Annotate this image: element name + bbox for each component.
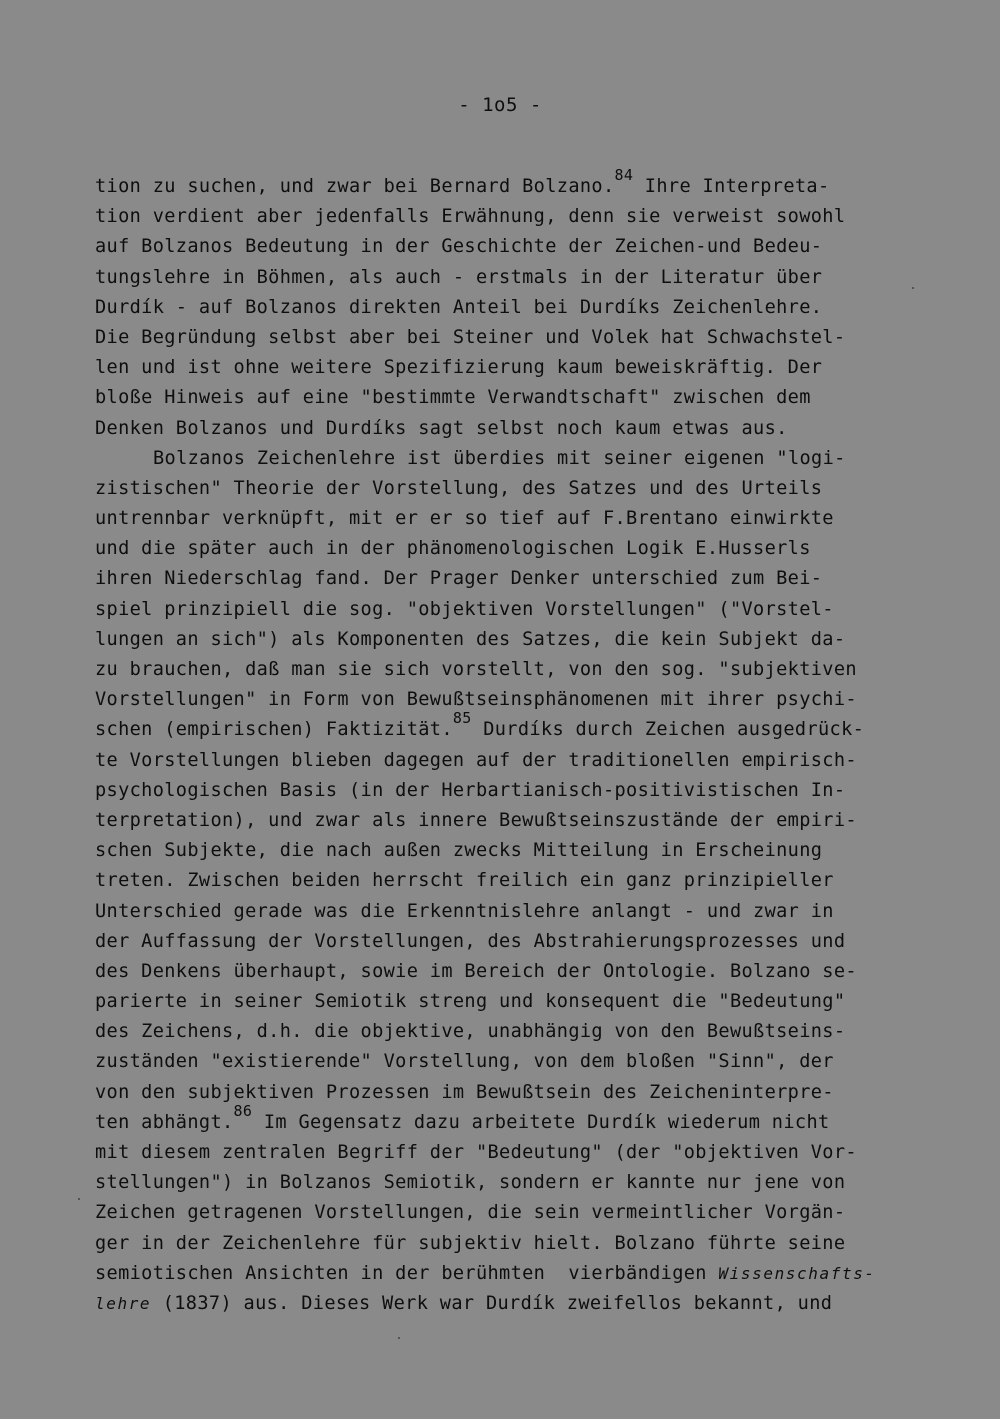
text-line: untrennbar verknüpft, mit er er so tief auf F.Brentano einwirkte [95,508,834,530]
text-line: Vorstellungen" in Form von Bewußtseinsphänomenen mit ihrer psychi- [95,689,857,711]
text-line: von den subjektiven Prozessen im Bewußtsein des Zeicheninterpre- [95,1081,834,1103]
text-line: des Denkens überhaupt, sowie im Bereich der Ontologie. Bolzano se- [95,960,857,982]
text-line: zu brauchen, daß man sie sich vorstellt, von den sog. "subjektiven [95,659,857,680]
text-line: zistischen" Theorie der Vorstellung, des Satzes und des Urteils [95,477,823,499]
text-line: psychologischen Basis (in der Herbartianisch-positivistischen In- [95,779,846,801]
text-line: te Vorstellungen blieben dagegen auf der traditionellen empirisch- [95,749,857,771]
text-line: bloße Hinweis auf eine "bestimmte Verwandtschaft" zwischen dem [95,387,811,409]
text-line: ger in der Zeichenlehre für subjektiv hielt. Bolzano führte seine [95,1232,846,1254]
text-line: treten. Zwischen beiden herrscht freilich ein ganz prinzipieller [95,870,834,892]
text-line: auf Bolzanos Bedeutung in der Geschichte der Zeichen-und Bedeu- [95,236,823,258]
scan-speck [78,1198,80,1200]
book-title-italic: lehre [95,1293,152,1313]
book-title-italic: Wissenschafts- [718,1263,876,1283]
text-line: des Zeichens, d.h. die objektive, unabhängig von den Bewußtseins- [95,1021,846,1043]
text-line: schen Subjekte, die nach außen zwecks Mitteilung in Erscheinung [95,840,823,862]
footnote-ref-84: 84 [614,166,634,184]
text-line: tion zu suchen, und zwar bei Bernard Bolzano.$^{84}$ Ihre Interpreta- [95,166,830,197]
text-line: schen (empirischen) Faktizität.$^{85}$ Durdíks durch Zeichen ausgedrück- [95,709,865,741]
text-line: Unterschied gerade was die Erkenntnislehre anlangt - und zwar in [95,900,834,922]
text-line: Die Begründung selbst aber bei Steiner und Volek hat Schwachstel- [95,326,846,348]
body-text [95,166,925,1319]
page-number: - 1o5 - [458,94,542,116]
text-line: lehre (1837) aus. Dieses Werk war Durdík zweifellos bekannt, und [95,1292,833,1314]
text-line: mit diesem zentralen Begriff der "Bedeutung" (der "objektiven Vor- [95,1142,857,1163]
text-line: lungen an sich") als Komponenten des Satzes, die kein Subjekt da- [95,628,846,650]
text-line: Denken Bolzanos und Durdíks sagt selbst noch kaum etwas aus. [95,417,788,439]
text-line: spiel prinzipiell die sog. "objektiven Vorstellungen" ("Vorstel- [95,598,834,620]
scan-speck [398,1337,400,1339]
footnote-ref-85: 85 [452,709,472,728]
paragraph-start-line: Bolzanos Zeichenlehre ist überdies mit seiner eigenen "logi- [153,447,846,469]
text-line: len und ist ohne weitere Spezifizierung kaum beweiskräftig. Der [95,357,823,379]
text-line: tion verdient aber jedenfalls Erwähnung, denn sie verweist sowohl [95,206,846,228]
footnote-ref-86: 86 [233,1101,253,1120]
text-line: Zeichen getragenen Vorstellungen, die sein vermeintlicher Vorgän- [95,1202,846,1224]
text-line: der Auffassung der Vorstellungen, des Abstrahierungsprozesses und [95,930,846,952]
text-line: ten abhängt.$^{86}$ Im Gegensatz dazu arbeitete Durdík wiederum nicht [95,1101,830,1133]
scan-speck [912,287,914,289]
text-line: stellungen") in Bolzanos Semiotik, sondern er kannte nur jene von [95,1172,846,1194]
text-line: tungslehre in Böhmen, als auch - erstmals in der Literatur über [95,266,823,288]
text-line: und die später auch in der phänomenologischen Logik E.Husserls [95,538,811,560]
text-line: zuständen "existierende" Vorstellung, von dem bloßen "Sinn", der [95,1051,834,1073]
text-line: semiotischen Ansichten in der berühmten vierbändigen Wissenschafts- [95,1262,876,1284]
text-line: terpretation), und zwar als innere Bewußtseinszustände der empiri- [95,809,857,831]
text-line: Durdík - auf Bolzanos direkten Anteil bei Durdíks Zeichenlehre. [95,296,823,318]
text-line: parierte in seiner Semiotik streng und konsequent die "Bedeutung" [95,991,846,1013]
text-line: ihren Niederschlag fand. Der Prager Denker unterschied zum Bei- [95,568,823,590]
